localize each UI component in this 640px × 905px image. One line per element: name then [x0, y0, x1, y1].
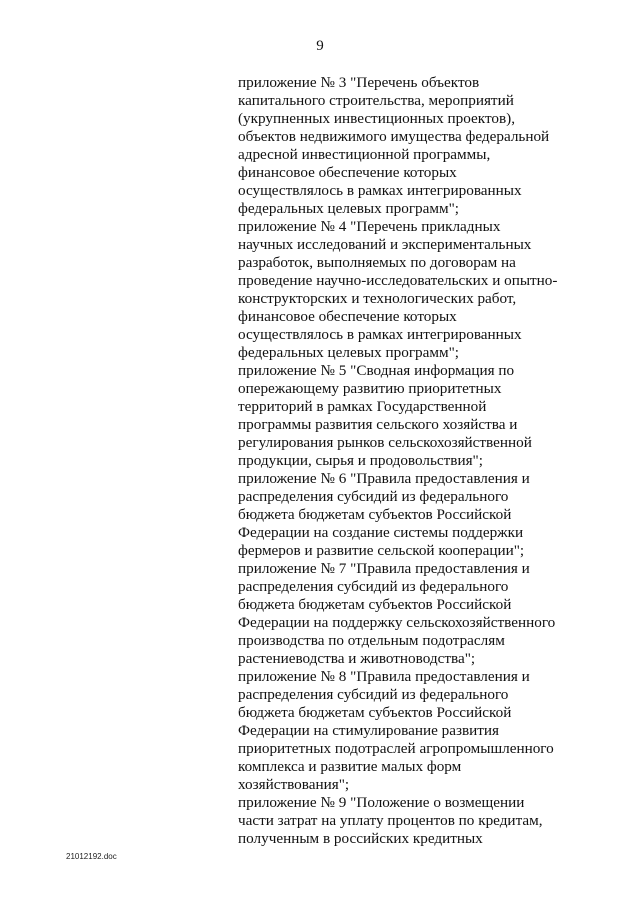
- text-line: бюджета бюджетам субъектов Российской: [238, 704, 512, 721]
- text-line: научных исследований и экспериментальных: [238, 236, 532, 253]
- text-line: приложение № 5 "Сводная информация по: [238, 362, 515, 379]
- page-number: 9: [316, 38, 324, 54]
- text-line: бюджета бюджетам субъектов Российской: [238, 596, 512, 613]
- text-line: приложение № 3 "Перечень объектов: [238, 74, 480, 91]
- text-line: полученным в российских кредитных: [238, 830, 483, 847]
- footer-filename: 21012192.doc: [66, 852, 117, 861]
- text-line: адресной инвестиционной программы,: [238, 146, 491, 163]
- text-line: приоритетных подотраслей агропромышленного: [238, 740, 554, 757]
- text-line: Федерации на стимулирование развития: [238, 722, 500, 739]
- text-line: бюджета бюджетам субъектов Российской: [238, 506, 512, 523]
- text-line: федеральных целевых программ";: [238, 200, 460, 217]
- text-line: Федерации на создание системы поддержки: [238, 524, 524, 541]
- text-line: финансовое обеспечение которых: [238, 164, 457, 181]
- text-line: капитального строительства, мероприятий: [238, 92, 514, 109]
- text-line: фермеров и развитие сельской кооперации";: [238, 542, 525, 559]
- text-line: приложение № 8 "Правила предоставления и: [238, 668, 530, 685]
- text-line: (укрупненных инвестиционных проектов),: [238, 110, 516, 127]
- text-line: растениеводства и животноводства";: [238, 650, 476, 667]
- document-body: [238, 74, 578, 848]
- text-line: опережающему развитию приоритетных: [238, 380, 502, 397]
- text-line: производства по отдельным подотраслям: [238, 632, 505, 649]
- text-line: разработок, выполняемых по договорам на: [238, 254, 516, 271]
- text-line: приложение № 4 "Перечень прикладных: [238, 218, 501, 235]
- text-line: распределения субсидий из федерального: [238, 686, 509, 703]
- text-line: проведение научно-исследовательских и опытно-: [238, 272, 558, 289]
- text-line: программы развития сельского хозяйства и: [238, 416, 518, 433]
- text-line: части затрат на уплату процентов по кредитам,: [238, 812, 543, 829]
- text-line: Федерации на поддержку сельскохозяйственного: [238, 614, 556, 631]
- text-line: конструкторских и технологических работ,: [238, 290, 517, 307]
- text-line: объектов недвижимого имущества федеральной: [238, 128, 550, 145]
- text-line: осуществлялось в рамках интегрированных: [238, 326, 522, 343]
- text-line: хозяйствования";: [238, 776, 350, 793]
- text-line: федеральных целевых программ";: [238, 344, 460, 361]
- text-line: осуществлялось в рамках интегрированных: [238, 182, 522, 199]
- text-line: распределения субсидий из федерального: [238, 578, 509, 595]
- text-line: регулирования рынков сельскохозяйственной: [238, 434, 532, 451]
- text-line: комплекса и развитие малых форм: [238, 758, 462, 775]
- text-line: приложение № 6 "Правила предоставления и: [238, 470, 530, 487]
- text-line: продукции, сырья и продовольствия";: [238, 452, 483, 469]
- text-line: финансовое обеспечение которых: [238, 308, 457, 325]
- text-line: распределения субсидий из федерального: [238, 488, 509, 505]
- text-line: приложение № 7 "Правила предоставления и: [238, 560, 530, 577]
- text-line: приложение № 9 "Положение о возмещении: [238, 794, 525, 811]
- text-line: территорий в рамках Государственной: [238, 398, 487, 415]
